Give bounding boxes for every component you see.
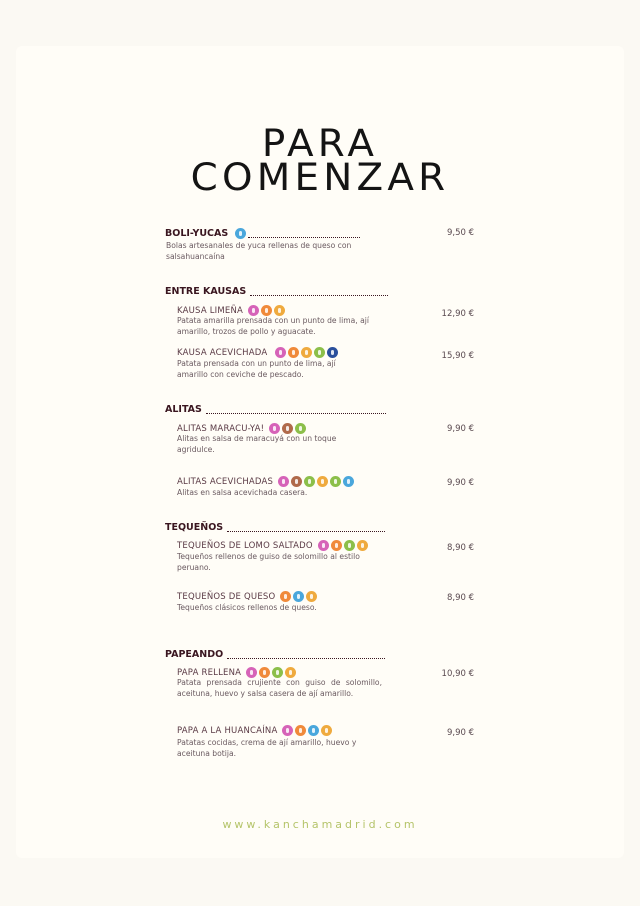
allergen-icons (269, 423, 306, 434)
section-heading-alitas (165, 404, 386, 415)
menu-item-alitas-maracu-ya (177, 423, 306, 434)
section-heading-tequenos (165, 522, 385, 533)
item-name: ALITAS ACEVICHADAS (177, 476, 274, 487)
pink-allergen-icon (282, 725, 293, 736)
pink-allergen-icon (275, 347, 286, 358)
orange-allergen-icon (259, 667, 270, 678)
dotted-leader (248, 229, 360, 238)
section-label: ALITAS (165, 404, 202, 415)
orange-allergen-icon (295, 725, 306, 736)
item-description: Tequeños rellenos de guiso de solomillo al estilo peruano. (177, 552, 360, 572)
blue-allergen-icon (235, 228, 246, 239)
brown-allergen-icon (291, 476, 302, 487)
price: 9,50 € (446, 228, 474, 238)
menu-item-papa-a-la-huancaina (177, 725, 332, 736)
blue-allergen-icon (308, 725, 319, 736)
pink-allergen-icon (318, 540, 329, 551)
menu-item-kausa-acevichada (177, 347, 338, 358)
pink-allergen-icon (269, 423, 280, 434)
item-description: Alitas en salsa acevichada casera. (177, 488, 308, 497)
price: 10,90 € (441, 669, 474, 679)
pink-allergen-icon (246, 667, 257, 678)
amber-allergen-icon (306, 591, 317, 602)
price: 9,90 € (446, 478, 474, 488)
green-allergen-icon (344, 540, 355, 551)
item-description: Patata amarilla prensada con un punto de lima, ají amarillo, trozos de pollo y aguacate. (177, 316, 369, 336)
pink-allergen-icon (278, 476, 289, 487)
green-allergen-icon (272, 667, 283, 678)
page-title-line-1: PARA (261, 122, 379, 165)
green-allergen-icon (330, 476, 341, 487)
orange-allergen-icon (288, 347, 299, 358)
orange-allergen-icon (280, 591, 291, 602)
allergen-icons (282, 725, 332, 736)
menu-item-kausa-limena (177, 305, 285, 316)
item-description: Patata prensada crujiente con guiso de solomillo, aceituna, huevo y salsa casera de ají amarillo. (177, 678, 382, 698)
orange-allergen-icon (261, 305, 272, 316)
price: 8,90 € (446, 543, 474, 553)
navy-allergen-icon (327, 347, 338, 358)
section-heading-boli-yucas (165, 228, 360, 239)
item-name: TEQUEÑOS DE LOMO SALTADO (177, 540, 313, 551)
item-name: PAPA A LA HUANCAÍNA (177, 725, 278, 736)
item-name: PAPA RELLENA (177, 667, 242, 678)
blue-allergen-icon (343, 476, 354, 487)
item-description: Bolas artesanales de yuca rellenas de queso con salsahuancaína (166, 241, 352, 261)
blue-allergen-icon (293, 591, 304, 602)
item-description: Alitas en salsa de maracuyá con un toque agridulce. (177, 434, 337, 454)
section-label: TEQUEÑOS (165, 522, 224, 533)
amber-allergen-icon (301, 347, 312, 358)
item-name: TEQUEÑOS DE QUESO (177, 591, 276, 602)
item-name: KAUSA LIMEÑA (177, 305, 244, 316)
amber-allergen-icon (274, 305, 285, 316)
price: 8,90 € (446, 593, 474, 603)
section-label: BOLI-YUCAS (165, 228, 229, 239)
menu-item-tequenos-de-lomo-saltado (177, 540, 368, 551)
dotted-leader (250, 287, 388, 296)
item-description: Patata prensada con un punto de lima, ají amarillo con ceviche de pescado. (177, 359, 336, 379)
green-allergen-icon (314, 347, 325, 358)
amber-allergen-icon (317, 476, 328, 487)
section-label: PAPEANDO (165, 649, 224, 660)
price: 9,90 € (446, 424, 474, 434)
dotted-leader (206, 405, 386, 414)
item-description: Tequeños clásicos rellenos de queso. (177, 603, 317, 612)
item-name: KAUSA ACEVICHADA (177, 347, 268, 358)
pink-allergen-icon (248, 305, 259, 316)
dotted-leader (227, 523, 385, 532)
amber-allergen-icon (321, 725, 332, 736)
item-description: Patatas cocidas, crema de ají amarillo, huevo y aceituna botija. (177, 738, 357, 758)
price: 15,90 € (441, 351, 474, 361)
allergen-icons (246, 667, 296, 678)
menu-item-alitas-acevichadas (177, 476, 354, 487)
dotted-leader (227, 650, 385, 659)
item-name: ALITAS MARACU-YA! (177, 423, 265, 434)
menu-item-papa-rellena (177, 667, 296, 678)
allergen-icons (235, 228, 246, 239)
allergen-icons (275, 347, 338, 358)
brown-allergen-icon (282, 423, 293, 434)
menu-item-tequenos-de-queso (177, 591, 317, 602)
price: 12,90 € (441, 309, 474, 319)
price: 9,90 € (446, 728, 474, 738)
website-link[interactable]: www.kanchamadrid.com (222, 818, 418, 831)
allergen-icons (318, 540, 368, 551)
section-heading-entre-kausas (165, 286, 388, 297)
amber-allergen-icon (285, 667, 296, 678)
section-label: ENTRE KAUSAS (165, 286, 247, 297)
green-allergen-icon (304, 476, 315, 487)
allergen-icons (278, 476, 354, 487)
orange-allergen-icon (331, 540, 342, 551)
page-title-line-2: COMENZAR (190, 156, 450, 199)
allergen-icons (248, 305, 285, 316)
amber-allergen-icon (357, 540, 368, 551)
section-heading-papeando (165, 649, 385, 660)
allergen-icons (280, 591, 317, 602)
green-allergen-icon (295, 423, 306, 434)
